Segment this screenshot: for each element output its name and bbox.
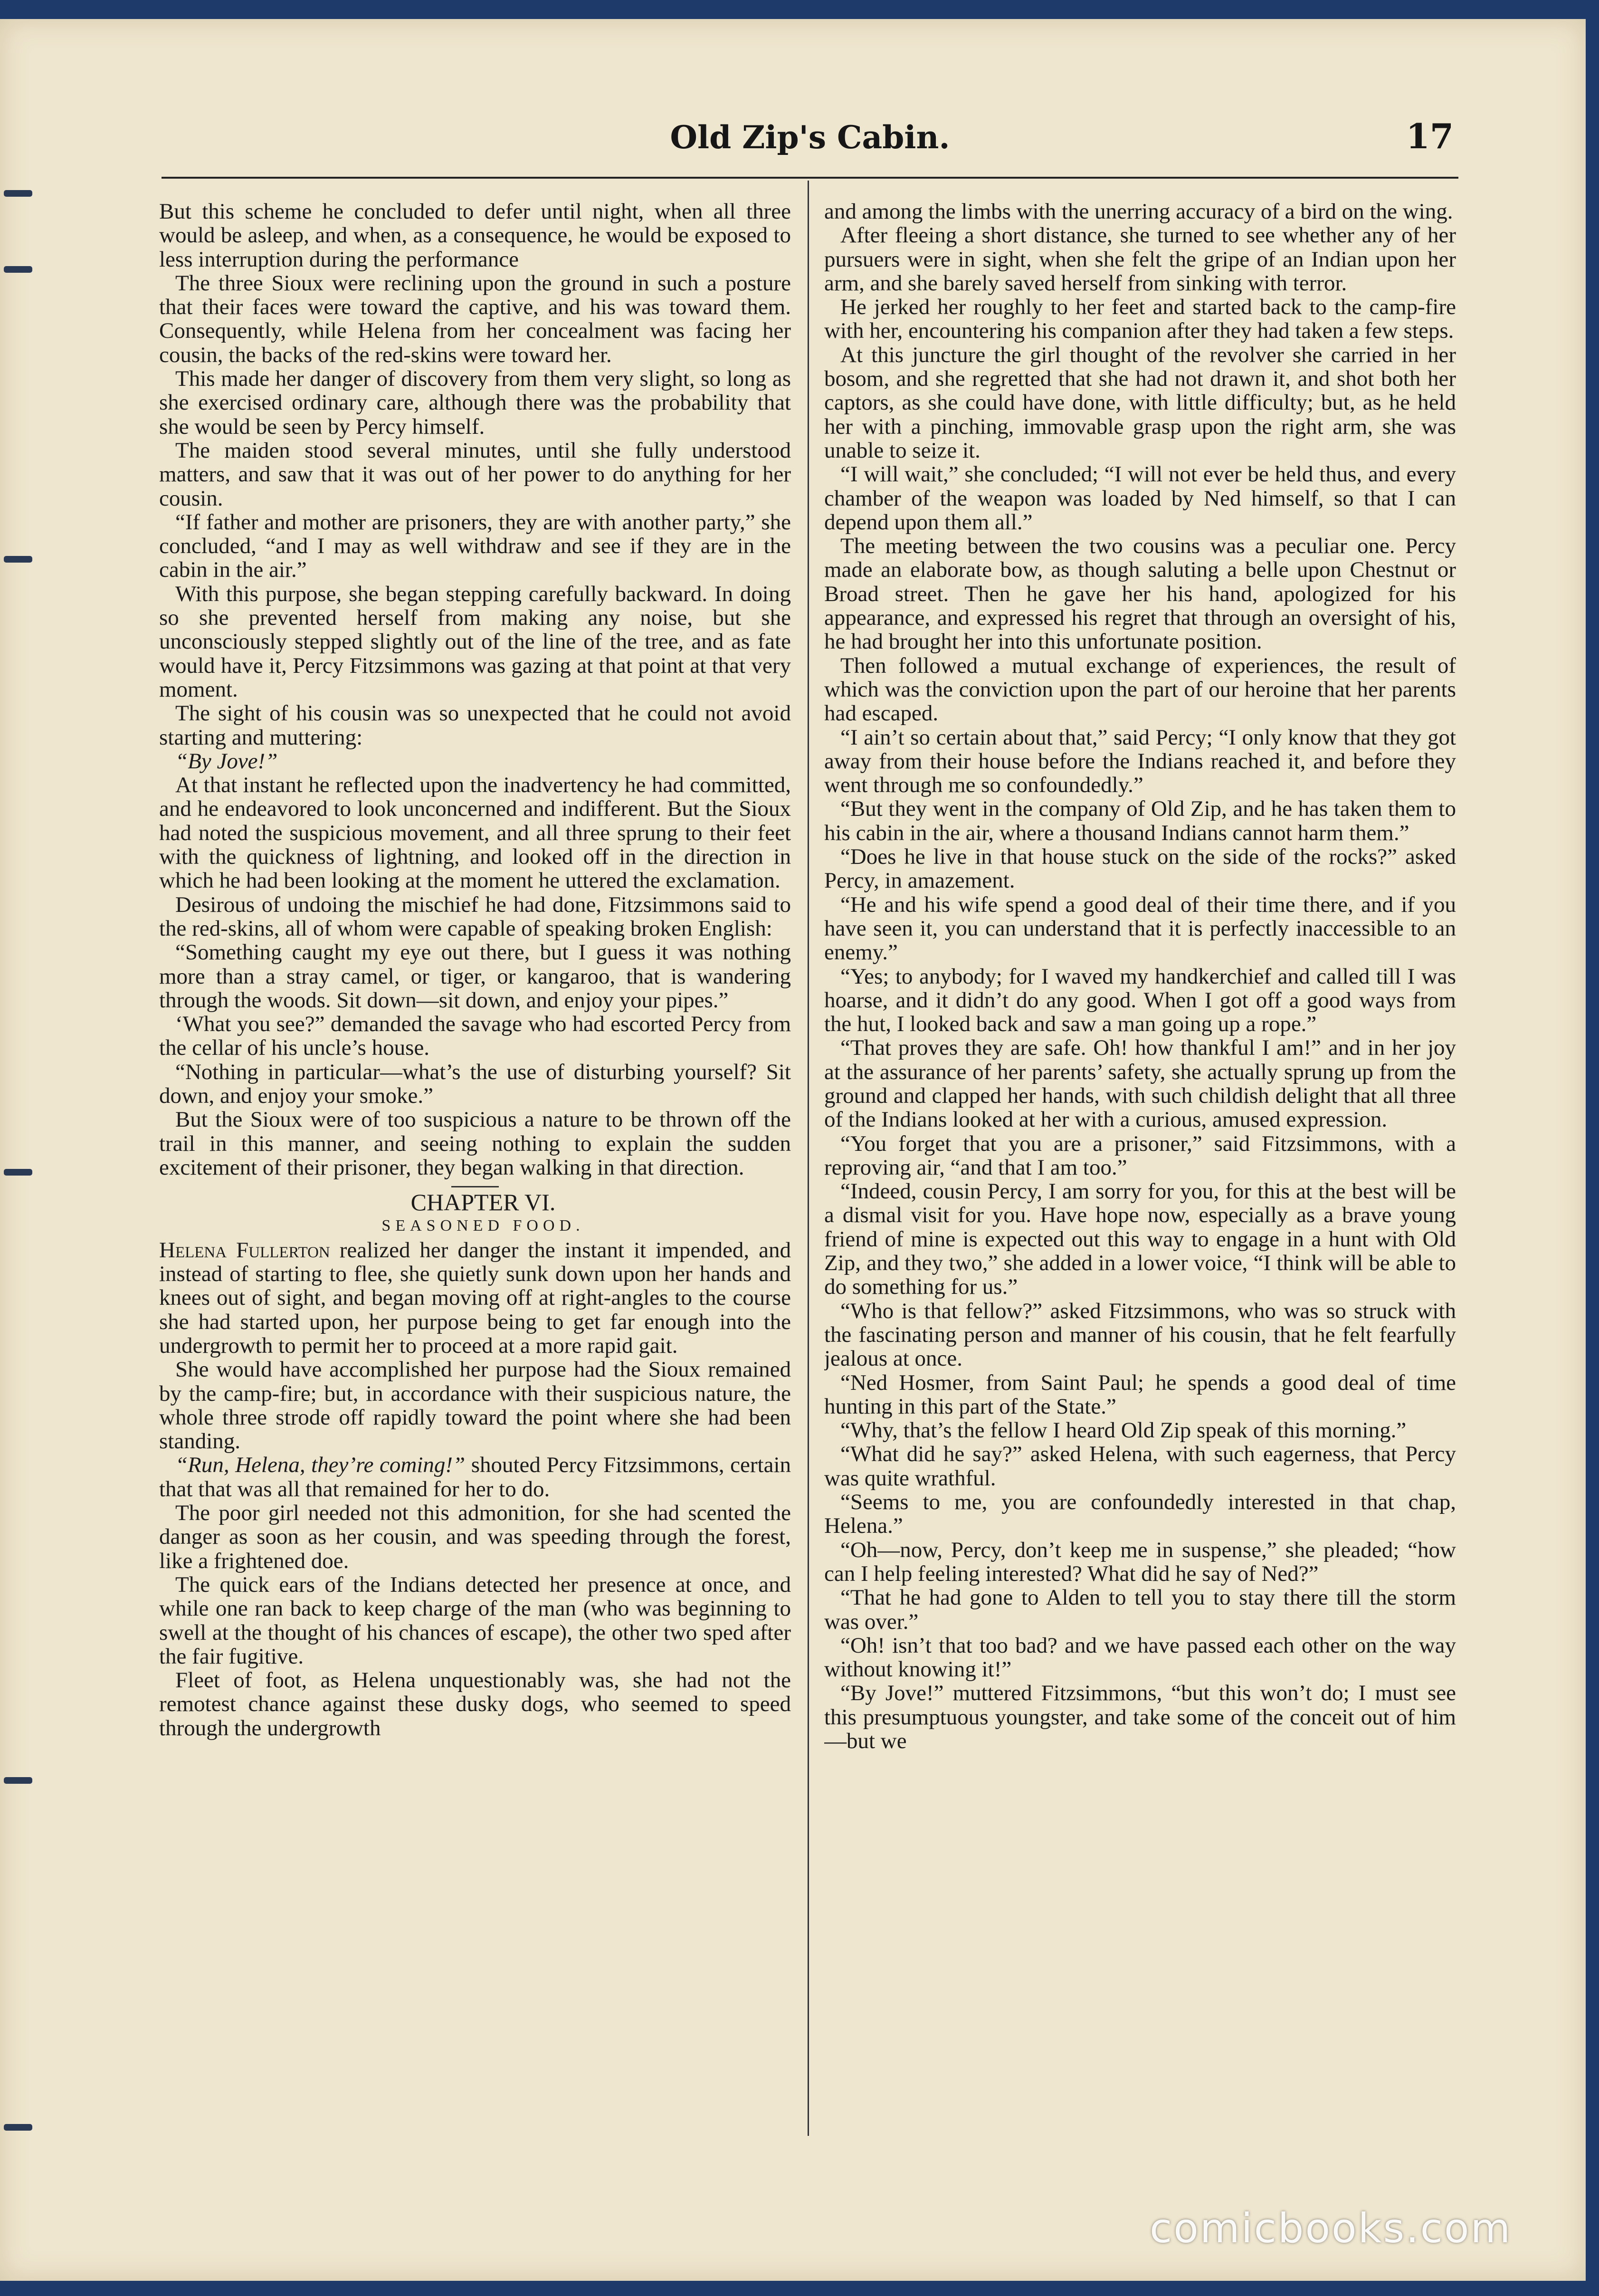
paragraph: “Does he live in that house stuck on the side of the rocks?” asked Percy, in amazement. [824,844,1456,893]
right-column [824,200,1456,2129]
left-column [159,200,791,2129]
binding-stitch [4,2124,32,2131]
paragraph: “By Jove!” [175,748,278,774]
paragraph: But the Sioux were of too suspicious a nature to be thrown off the trail in this manner, and seeing nothing to explain the sudden excitement of their prisoner, they began walking in that direction. [159,1107,791,1180]
paragraph: “Who is that fellow?” asked Fitzsimmons, who was so struck with the fascinating person and manner of his cousin, that he felt fearfully jealous at once. [824,1298,1456,1371]
paragraph: This made her danger of discovery from them very slight, so long as she exercised ordinary care, although there was the probability that she would be seen by Percy himself. [159,366,791,439]
running-header [162,109,1458,166]
binding-stitch [4,556,32,563]
binding-stitch [4,190,32,197]
paragraph: Desirous of undoing the mischief he had done, Fitzsimmons said to the red-skins, all of whom were capable of speaking broken English: [159,892,791,941]
paragraph: The quick ears of the Indians detected her presence at once, and while one ran back to keep charge of the man (who was beginning to swell at the thought of his chances of escape), the other two sped after the fair fugitive. [159,1572,791,1669]
paragraph: “I will wait,” she concluded; “I will not ever be held thus, and every chamber of the weapon was loaded by Ned himself, so that I can depend upon them all.” [824,462,1456,535]
paragraph: The sight of his cousin was so unexpected that he could not avoid starting and muttering: [159,701,791,750]
paragraph: “Ned Hosmer, from Saint Paul; he spends a good deal of time hunting in this part of the State.” [824,1370,1456,1419]
quoted-shout: “Run, Helena, they’re coming!” [175,1453,466,1478]
paragraph [159,1238,791,1358]
paragraph: “Seems to me, you are confoundedly interested in that chap, Helena.” [824,1490,1456,1539]
paragraph: “Something caught my eye out there, but I guess it was nothing more than a stray camel, or tiger, or kangaroo, that is wandering through the woods. Sit down—sit down, and enjoy your pipes.” [159,940,791,1013]
paragraph: “I ain’t so certain about that,” said Percy; “I only know that they got away from their house before the Indians reached it, and before they went through me so confoundedly.” [824,725,1456,798]
chapter-title: CHAPTER VI. [410,1189,556,1216]
paragraph: The meeting between the two cousins was a peculiar one. Percy made an elaborate bow, as though saluting a belle upon Chestnut or Broad street. Then he gave her his hand, apologized for his appearance, and expressed his regret that through an oversight of his, he had brought her into this unfortunate position. [824,534,1456,654]
paragraph-text: realized her danger the instant it impended, and instead of starting to flee, she quietly sunk down upon her hands and knees out of sight, and began moving off at right-angles to the course she had started upon, her purpose being to get far enough into the undergrowth to permit her to proceed at a more rapid gait. [159,1237,791,1358]
paragraph [159,1453,791,1501]
chapter-divider [451,1186,499,1187]
paragraph: “By Jove!” muttered Fitzsimmons, “but this won’t do; I must see this presumptuous youngster, and take some of the conceit out of him—but we [824,1681,1456,1753]
paragraph: “That proves they are safe. Oh! how thankful I am!” and in her joy at the assurance of her parents’ safety, she actually sprung up from the ground and clapped her hands, with such childish delight that all three of the Indians looked at her with a curious, amused expression. [824,1035,1456,1132]
paragraph: “Yes; to anybody; for I waved my handkerchief and called till I was hoarse, and it didn’t do any good. When I got off a good ways from the hut, I looked back and saw a man going up a rope.” [824,964,1456,1037]
paragraph-lead: Helena Fullerton [159,1237,330,1263]
page-number: 17 [1406,116,1454,156]
paragraph: “He and his wife spend a good deal of their time there, and if you have seen it, you can understand that it is perfectly inaccessible to an enemy.” [824,892,1456,965]
binding-stitch [4,266,32,273]
paragraph: At this juncture the girl thought of the revolver she carried in her bosom, and she regretted that she had not drawn it, and shot both her captors, as she could have done, with little difficulty; but, as he held her with a pinching, immovable grasp upon the right arm, she was unable to seize it. [824,342,1456,463]
header-rule [162,177,1458,179]
paragraph: “Oh! isn’t that too bad? and we have passed each other on the way without knowing it!” [824,1633,1456,1682]
paragraph: But this scheme he concluded to defer until night, when all three would be asleep, and when, as a consequence, he would be exposed to less interruption during the performance [159,200,791,272]
paragraph-text: shouted Percy Fitzsimmons, certain that that was all that remained for her to do. [159,1453,791,1502]
column-rule [808,181,809,2136]
paragraph: “That he had gone to Alden to tell you to stay there till the storm was over.” [824,1585,1456,1634]
binding-stitch [4,1169,32,1176]
paragraph: “But they went in the company of Old Zip, and he has taken them to his cabin in the air, where a thousand Indians cannot harm them.” [824,796,1456,845]
paragraph: The maiden stood several minutes, until she fully understood matters, and saw that it was out of her power to do anything for her cousin. [159,438,791,511]
paragraph: With this purpose, she began stepping carefully backward. In doing so she prevented herself from making any noise, but she unconsciously stepped slightly out of the line of the tree, and as fate would have it, Percy Fitzsimmons was gazing at that point at that very moment. [159,581,791,702]
paragraph: “Nothing in particular—what’s the use of disturbing yourself? Sit down, and enjoy your smoke.” [159,1059,791,1108]
paragraph: “What did he say?” asked Helena, with such eagerness, that Percy was quite wrathful. [824,1442,1456,1491]
paragraph: “You forget that you are a prisoner,” said Fitzsimmons, with a reproving air, “and that I am too.” [824,1131,1456,1180]
binding-stitch [4,1777,32,1784]
paragraph: and among the limbs with the unerring accuracy of a bird on the wing. [824,200,1453,224]
paragraph: ‘What you see?” demanded the savage who had escorted Percy from the cellar of his uncle’s house. [159,1012,791,1061]
paragraph: At that instant he reflected upon the inadvertency he had committed, and he endeavored to look unconcerned and indifferent. But the Sioux had noted the suspicious movement, and all three sprung to their feet with the quickness of lightning, and looked off in the direction in which he had been looking at the moment he uttered the exclamation. [159,773,791,893]
paragraph: “Oh—now, Percy, don’t keep me in suspense,” she pleaded; “how can I help feeling interested? What did he say of Ned?” [824,1537,1456,1586]
chapter-subtitle: SEASONED FOOD. [381,1217,585,1235]
paragraph: “Indeed, cousin Percy, I am sorry for you, for this at the best will be a dismal visit for you. Have hope now, especially as a brave young friend of mine is expected out this way to engage in a hunt with Old Zip, and they two,” she added in a lower voice, “I think will be able to do something for us.” [824,1179,1456,1300]
paragraph: She would have accomplished her purpose had the Sioux remained by the camp-fire; but, in accordance with their suspicious nature, the whole three strode off rapidly toward the point where she had been standing. [159,1357,791,1454]
paragraph: He jerked her roughly to her feet and started back to the camp-fire with her, encountering his companion after they had taken a few steps. [824,295,1456,344]
paragraph: “Why, that’s the fellow I heard Old Zip speak of this morning.” [840,1418,1407,1443]
paragraph: The three Sioux were reclining upon the ground in such a posture that their faces were toward the captive, and his was toward them. Consequently, while Helena from her concealment was facing her cousin, the backs of the red-skins were toward her. [159,270,791,367]
watermark: comicbooks.com [1150,2205,1512,2252]
paragraph: The poor girl needed not this admonition, for she had scented the danger as soon as her cousin, and was speeding through the forest, like a frightened doe. [159,1501,791,1573]
paragraph: Then followed a mutual exchange of experiences, the result of which was the conviction upon the part of our heroine that her parents had escaped. [824,653,1456,726]
paragraph: Fleet of foot, as Helena unquestionably was, she had not the remotest chance against these dusky dogs, who seemed to speed through the undergrowth [159,1668,791,1741]
paragraph: After fleeing a short distance, she turned to see whether any of her pursuers were in sight, when she felt the gripe of an Indian upon her arm, and she barely saved herself from sinking with terror. [824,223,1456,296]
running-title: Old Zip's Cabin. [670,119,950,156]
paragraph: “If father and mother are prisoners, they are with another party,” she concluded, “and I may as well withdraw and see if they are in the cabin in the air.” [159,509,791,583]
